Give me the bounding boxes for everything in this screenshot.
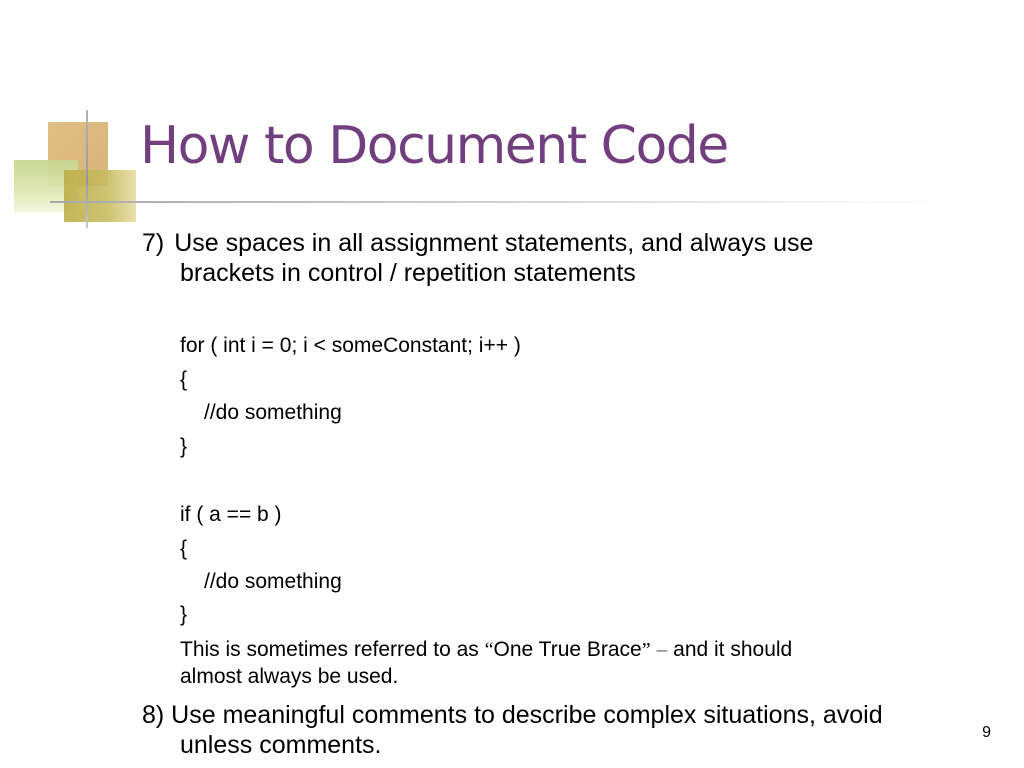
code-if-open-brace: { [180,537,188,560]
note-close-quote: ” [641,639,651,661]
title-underline [50,201,950,203]
slide-title: How to Document Code [140,116,728,176]
point-7-text-1: Use spaces in all assignment statements, and always use [174,229,814,257]
note-open-quote: “ [484,639,494,661]
code-if-line-1: if ( a == b ) [180,503,282,526]
point-8-line-1: 8) Use meaningful comments to describe complex situations, avoid [142,701,883,729]
point-7-line-2: brackets in control / repetition statements [180,259,636,287]
point-8-line-2: unless comments. [180,731,382,759]
decorative-olive-square [64,170,136,222]
code-if-comment: //do something [204,570,342,593]
code-for-close-brace: } [180,435,188,458]
point-7-number: 7) [142,229,165,257]
note-dash: – [656,637,668,661]
code-for-open-brace: { [180,368,188,391]
code-for-comment: //do something [204,401,342,424]
code-if-close-brace: } [180,603,188,626]
note-prefix: This is sometimes referred to as [180,638,479,661]
note-quoted: One True Brace [493,638,642,661]
note-line-1 [180,635,792,664]
point-7-line-1 [142,228,813,258]
decorative-vertical-line [86,110,88,228]
note-line-2: almost always be used. [180,665,399,688]
code-for-line-1: for ( int i = 0; i < someConstant; i++ ) [180,334,521,357]
note-suffix: and it should [673,638,793,661]
page-number: 9 [982,724,991,741]
